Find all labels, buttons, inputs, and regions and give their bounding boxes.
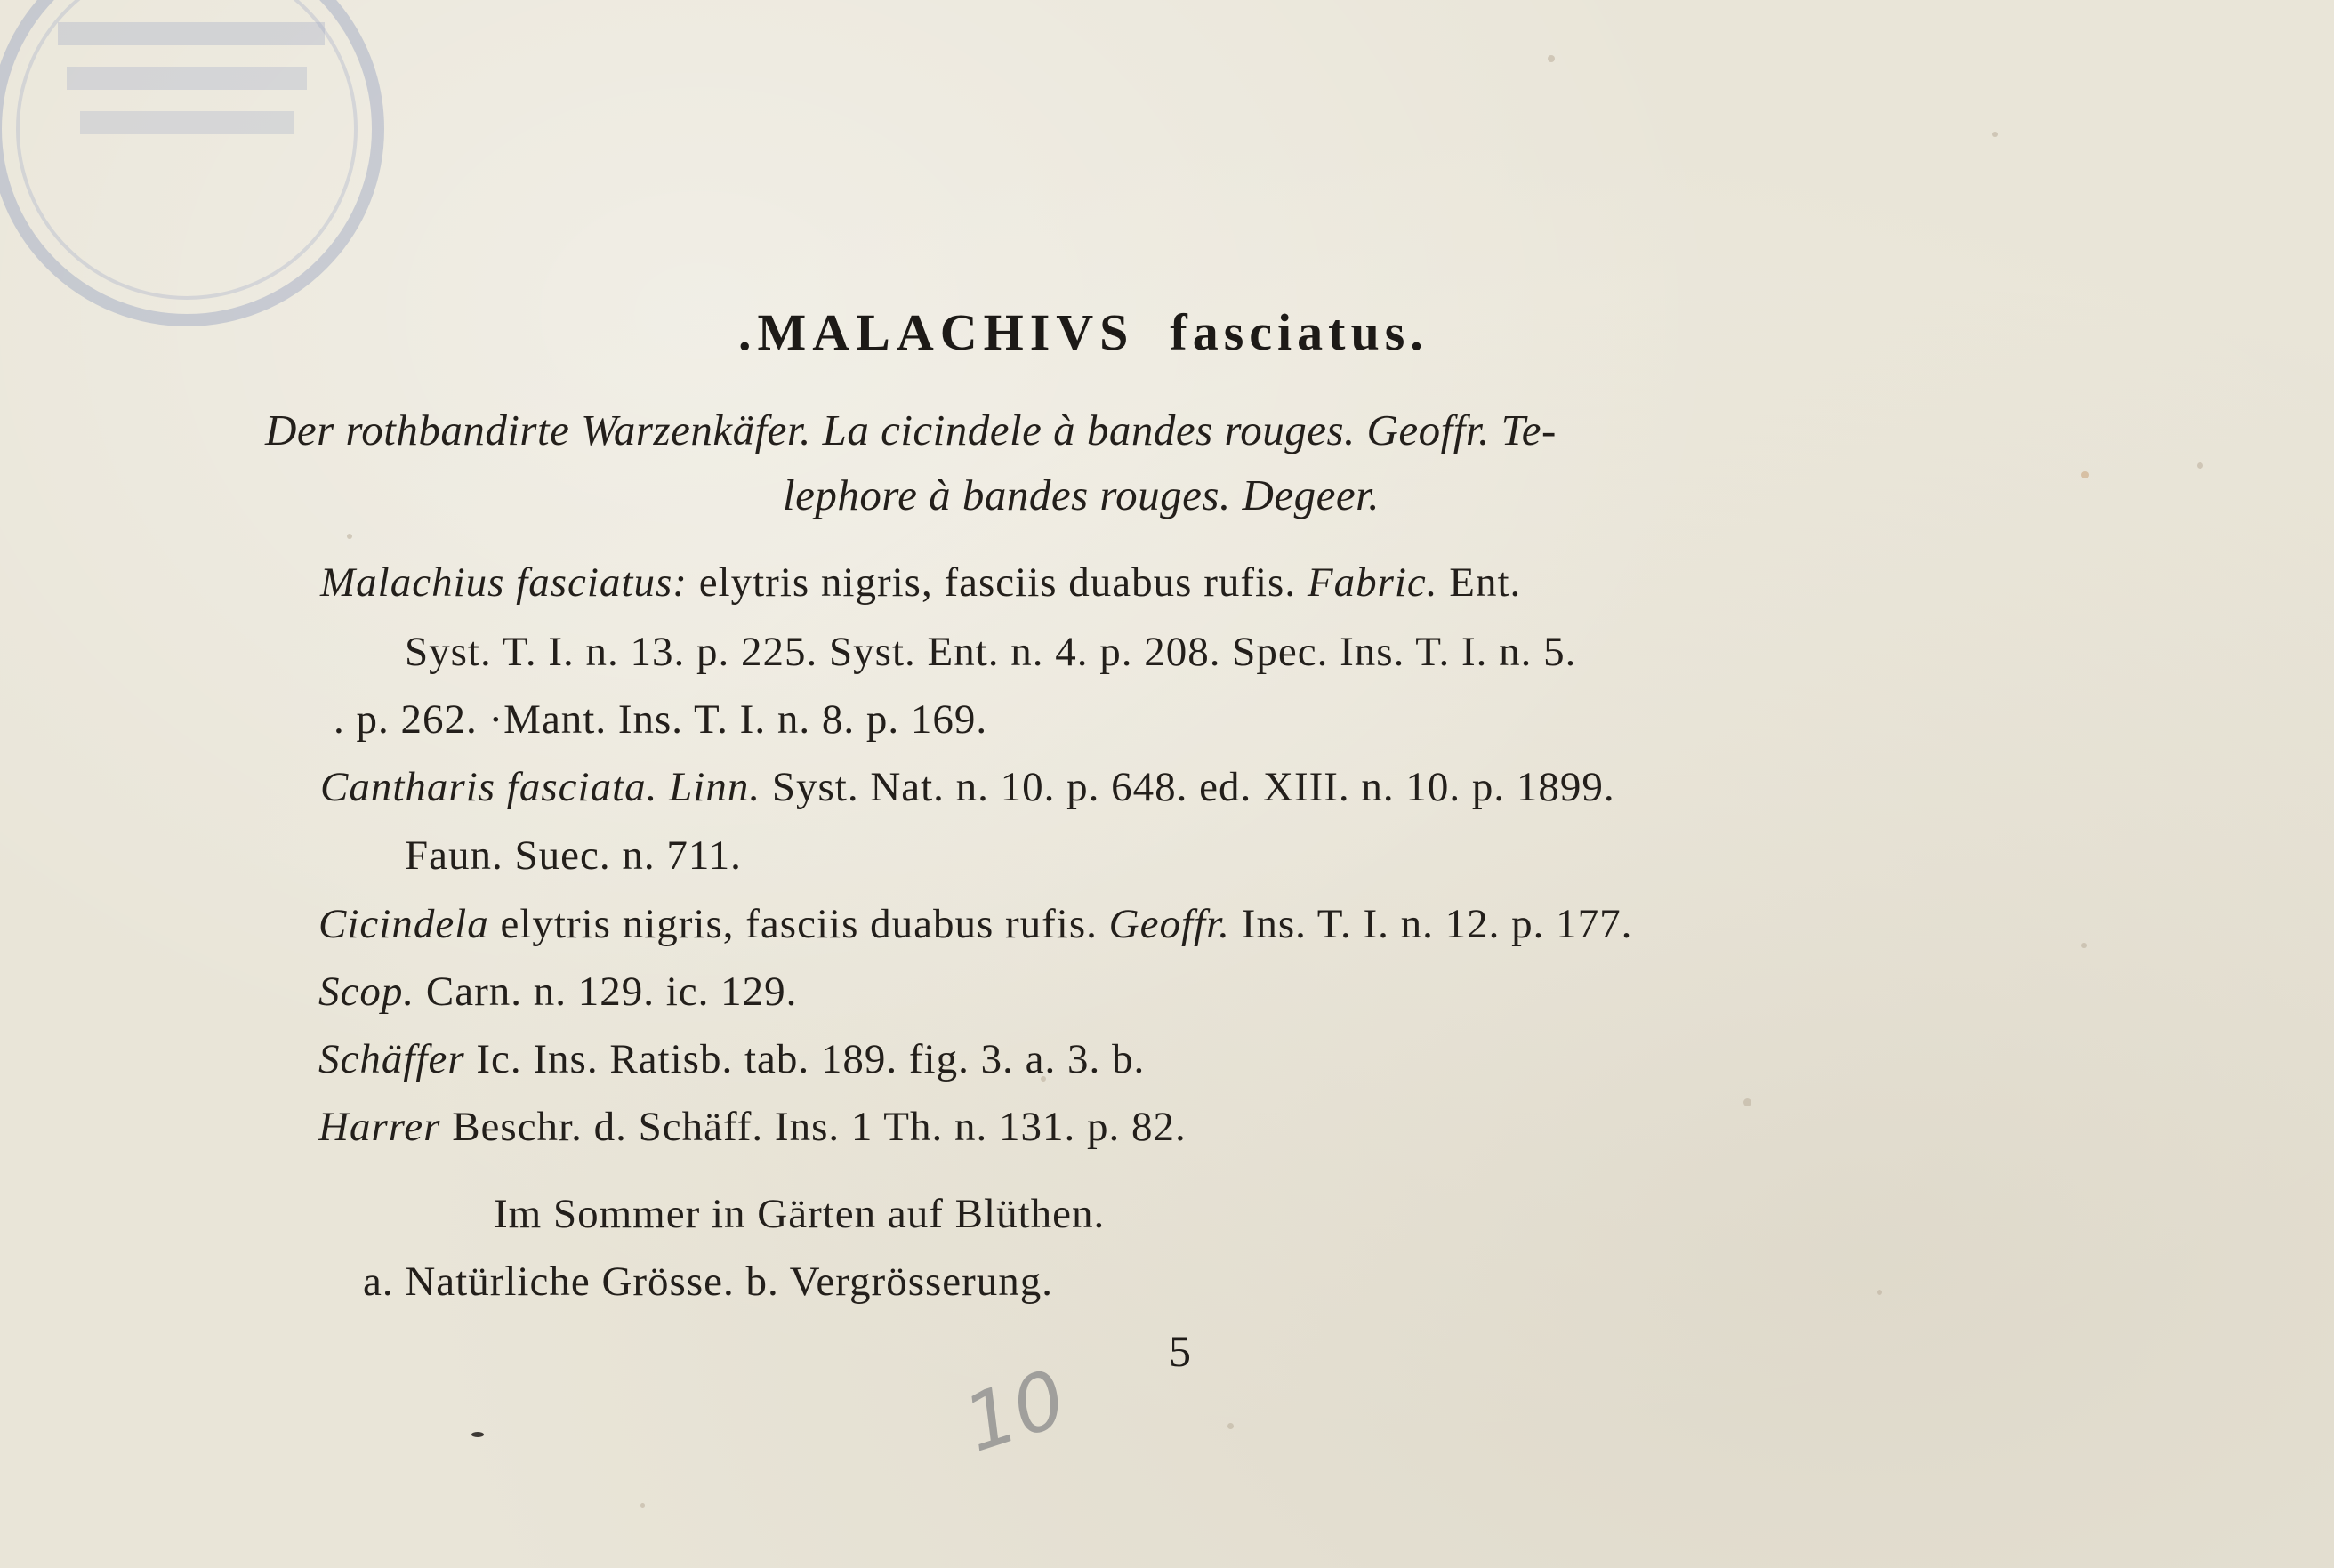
reference-line — [320, 763, 1615, 811]
pencil-annotation: 10 — [953, 1352, 1077, 1470]
reference-line — [405, 628, 1576, 676]
reference-text: Beschr. d. Schäff. Ins. 1 Th. n. 131. p. 82. — [440, 1104, 1187, 1150]
reference-author: Geoffr. — [1108, 901, 1230, 947]
reference-text: Carn. n. 129. ic. 129. — [414, 969, 798, 1015]
reference-author: Cantharis fasciata. — [320, 764, 658, 810]
reference-author: Fabric. — [1307, 559, 1438, 606]
reference-text: Syst. T. I. n. 13. p. 225. Syst. Ent. n. 4. p. 208. Spec. Ins. T. I. n. 5. — [405, 629, 1577, 675]
habitat-note: Im Sommer in Gärten auf Blüthen. — [494, 1191, 1106, 1237]
reference-line — [320, 559, 1521, 607]
reference-author: Schäffer — [318, 1036, 465, 1082]
reference-line — [318, 1103, 1187, 1151]
reference-text: elytris nigris, fasciis duabus rufis. — [687, 559, 1308, 606]
reference-line — [318, 900, 1632, 948]
reference-text: Ins. T. I. n. 12. p. 177. — [1229, 901, 1633, 947]
page-title — [738, 302, 1429, 362]
reference-text: Faun. Suec. n. 711. — [405, 832, 742, 879]
page-number: 5 — [1169, 1326, 1191, 1376]
common-names-line-2: lephore à bandes rouges. Degeer. — [783, 470, 1380, 519]
reference-author: Cicindela — [318, 901, 489, 947]
reference-author: Malachius fasciatus: — [320, 559, 688, 606]
reference-author: Harrer — [318, 1104, 441, 1150]
common-names-line-1: Der rothbandirte Warzenkäfer. La cicindele à bandes rouges. Geoffr. Te- — [265, 406, 1557, 454]
reference-text: . p. 262. ·Mant. Ins. T. I. n. 8. p. 169. — [334, 696, 988, 743]
reference-text: elytris nigris, fasciis duabus rufis. — [488, 901, 1109, 947]
title-genus: .MALACHIVS — [738, 303, 1135, 361]
reference-line — [334, 696, 987, 744]
reference-text — [657, 764, 669, 810]
title-species: fasciatus. — [1170, 303, 1429, 361]
reference-text: Ent. — [1437, 559, 1522, 606]
reference-line — [318, 968, 797, 1016]
reference-line — [318, 1035, 1145, 1083]
reference-text: Syst. Nat. n. 10. p. 648. ed. XIII. n. 10. p. 1899. — [761, 764, 1615, 810]
reference-line — [405, 832, 742, 880]
reference-author: Linn. — [669, 764, 761, 810]
size-legend: a. Natürliche Grösse. b. Vergrösserung. — [363, 1258, 1054, 1305]
reference-author: Scop. — [318, 969, 415, 1015]
reference-text: Ic. Ins. Ratisb. tab. 189. fig. 3. a. 3. b. — [464, 1036, 1146, 1082]
